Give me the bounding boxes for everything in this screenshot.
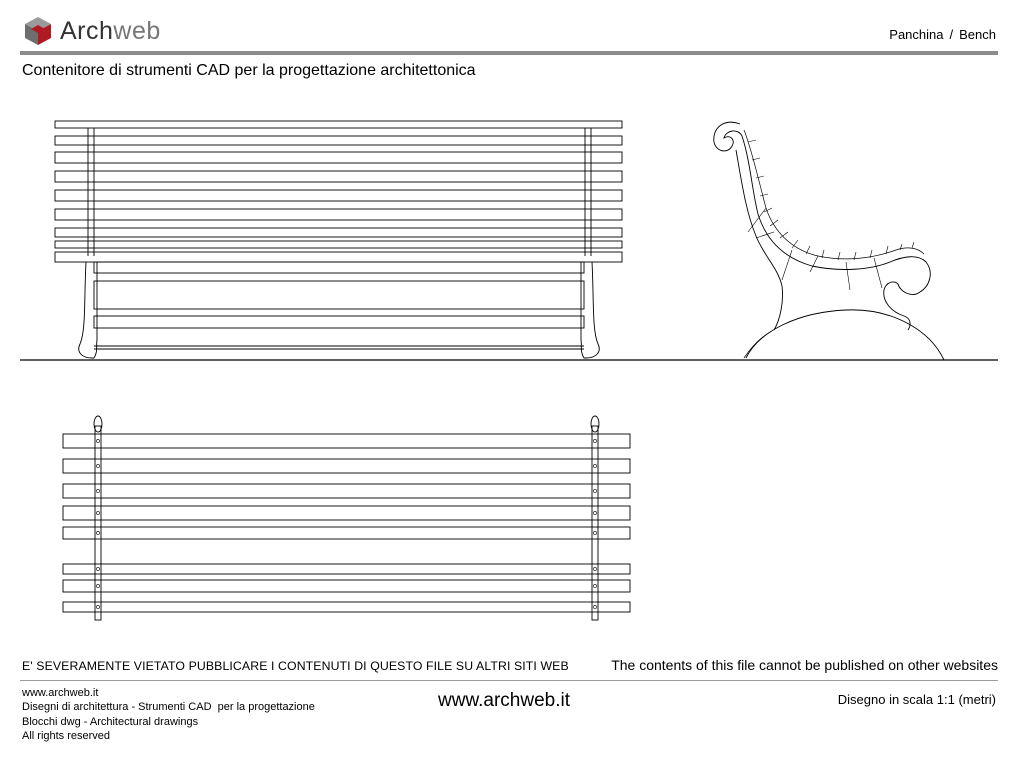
brand-name-bold: Arch: [60, 16, 114, 45]
footer-line: All rights reserved: [22, 729, 111, 742]
cube-icon: [24, 16, 52, 46]
brand-name: [60, 17, 161, 46]
footer-website-link[interactable]: www.archweb.it: [438, 690, 570, 711]
notice-italian: E' SEVERAMENTE VIETATO PUBBLICARE I CONTENUTI DI QUESTO FILE SU ALTRI SITI WEB: [22, 659, 569, 673]
archweb-logo[interactable]: [24, 14, 214, 48]
brand-name-light: web: [113, 16, 161, 45]
bench-front-elevation: [55, 121, 622, 358]
header-rule: [20, 51, 998, 55]
bench-plan-view: [63, 416, 630, 620]
notice-english: The contents of this file cannot be published on other websites: [611, 657, 998, 673]
title-italian: Panchina: [889, 27, 944, 42]
footer-line: Blocchi dwg - Architectural drawings: [22, 715, 199, 728]
title-separator: /: [949, 27, 954, 42]
footer-site-line[interactable]: www.archweb.it: [22, 687, 99, 699]
drawing-title: [889, 27, 996, 42]
page-subtitle: Contenitore di strumenti CAD per la progettazione architettonica: [22, 62, 476, 79]
footer-credits: [22, 686, 315, 743]
scale-note: Disegno in scala 1:1 (metri): [837, 692, 996, 707]
footer-line: Disegni di architettura - Strumenti CAD per la progettazione: [22, 701, 315, 714]
footer-rule: [20, 680, 998, 681]
title-english: Bench: [959, 27, 996, 42]
bench-side-elevation: [714, 122, 944, 360]
